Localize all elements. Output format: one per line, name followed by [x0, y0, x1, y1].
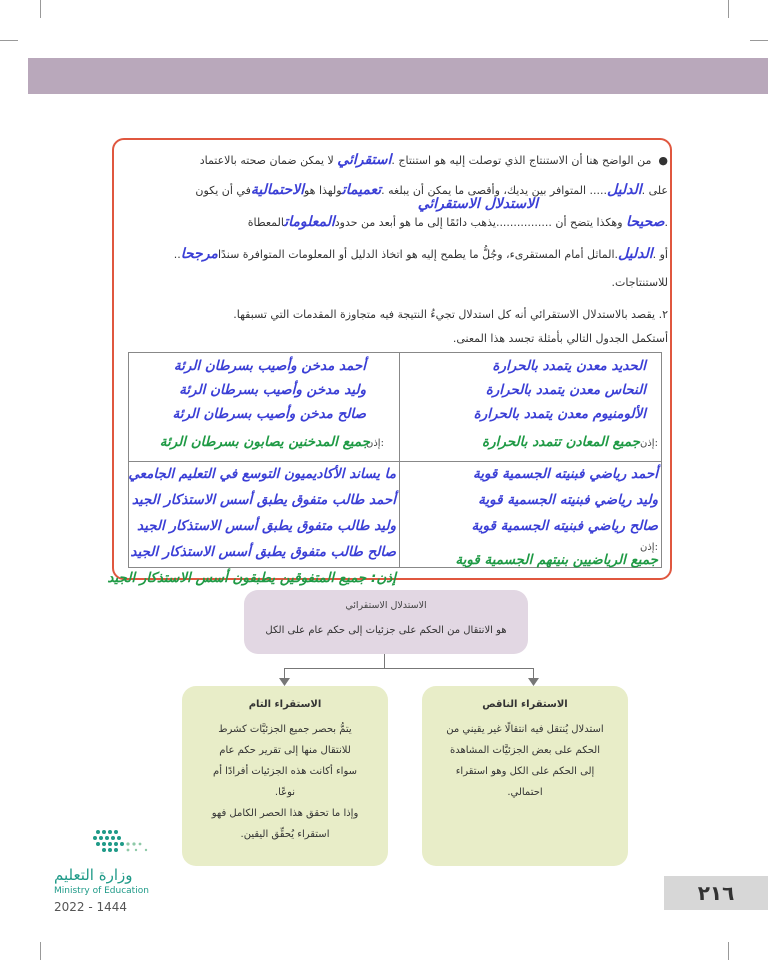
table-cell-line: وليد رياضي فبنيته الجسمية قوية [478, 492, 658, 508]
bullet-icon: ● [654, 154, 668, 167]
card-line: الحكم على بعض الجزئيَّات المشاهدة [449, 745, 601, 756]
ministry-logo-icon [90, 826, 160, 862]
ministry-name-en: Ministry of Education [54, 886, 149, 896]
para2-line1 [233, 308, 668, 321]
crop-mark [728, 0, 729, 18]
text: ..... المتوافر بين يديك، وأقصى ما يمكن أن يبلغه . [381, 184, 608, 197]
table-conclusion: إذن: جميع المتفوقين يطبقون أسس الاستذكار الجيد [107, 570, 396, 586]
therefore-label: إذن: [640, 438, 658, 449]
answer-handwritten: استقرائي [337, 152, 392, 168]
card-line: استدلال يُنتقل فيه انتقالًا غير يقيني من [446, 724, 604, 735]
arrow-down-icon [528, 678, 539, 686]
text: أستكمل الجدول التالي بأمثلة تجسد هذا المعنى. [452, 332, 668, 345]
card-line: استقراء يُحقِّق اليقين. [240, 829, 330, 840]
crop-mark [728, 942, 729, 960]
definition-title: الاستدلال الاستقرائي [345, 600, 427, 611]
answer-handwritten: الاحتمالية [250, 182, 304, 198]
para1-line1 [200, 152, 668, 168]
card-line: وإذا ما تحقق هذا الحصر الكامل فهو [211, 808, 359, 819]
text: وهكذا يتضح أن ................يذهب دائمًا إلى ما هو أبعد من حدود [334, 216, 627, 229]
text: ولهذا هو [303, 184, 342, 197]
table-cell-line: أحمد رياضي فبنيته الجسمية قوية [472, 466, 658, 482]
card-line: إلى الحكم على الكل وهو استقراء [455, 766, 595, 777]
table-cell-line: أحمد طالب متفوق يطبق أسس الاستذكار الجيد [131, 492, 396, 508]
text: أو . [652, 248, 668, 261]
definition-box [244, 590, 528, 654]
card-line: يتمُّ بحصر جميع الجزئيَّات كشرط [218, 724, 352, 735]
table-cell-line: ما يساند الأكاديميون التوسع في التعليم الجامعي [128, 466, 396, 482]
therefore-label: إذن: [640, 542, 658, 553]
answer-handwritten: مرجحا [180, 246, 218, 262]
table-cell-line: صالح رياضي فبنيته الجسمية قوية [471, 518, 658, 534]
text: في أن يكون [195, 184, 251, 197]
crop-mark [0, 40, 18, 41]
definition-body: هو الانتقال من الحكم على جزئيات إلى حكم عام على الكل [265, 625, 507, 636]
table-conclusion: جميع الرياضيين بنيتهم الجسمية قوية [455, 552, 658, 568]
complete-induction-card [182, 686, 388, 866]
table-cell-line: صالح مدخن وأصيب بسرطان الرئة [172, 406, 366, 422]
text: .. [173, 248, 181, 261]
table-cell-line: وليد طالب متفوق يطبق أسس الاستذكار الجيد [137, 518, 396, 534]
table-cell-line: الحديد معدن يتمدد بالحرارة [492, 358, 646, 374]
table-cell-line: النحاس معدن يتمدد بالحرارة [485, 382, 646, 398]
card-line: نوعًا. [274, 787, 296, 798]
table-divider [129, 461, 661, 462]
para1-line5 [612, 276, 668, 289]
answer-handwritten: صحيحا [626, 214, 665, 230]
text: .الماثل أمام المستقرىء، وجُلُّ ما يطمح إليه هو اتخاذ الدليل أو المعلومات المتوافرة سندًا [217, 248, 619, 261]
card-line: سواء أكانت هذه الجزئيات أفرادًا أم [213, 766, 357, 777]
para1-line2-above [418, 196, 538, 212]
table-cell-line: وليد مدخن وأصيب بسرطان الرئة [179, 382, 366, 398]
card-line: للانتقال منها إلى تقرير حكم عام [219, 745, 351, 756]
card-title: الاستقراء الناقص [482, 699, 568, 710]
text: ٢. يقصد بالاستدلال الاستقرائي أنه كل استدلال تجيءُ النتيجة فيه متجاوزة المقدمات التي تسبقها. [233, 308, 668, 321]
answer-handwritten: المعلومات [284, 214, 335, 230]
crop-mark [40, 942, 41, 960]
table-divider [399, 353, 400, 567]
crop-mark [40, 0, 41, 18]
answer-handwritten: تعميمات [341, 182, 382, 198]
connector-line [384, 654, 385, 668]
card-title: الاستقراء التام [248, 699, 322, 710]
crop-mark [750, 40, 768, 41]
header-band [28, 58, 768, 94]
table-conclusion: جميع المدخنين يصابون بسرطان الرئة [159, 434, 370, 450]
para2-line2 [453, 332, 668, 345]
page-number: ٢١٦ [664, 876, 768, 910]
table-conclusion: جميع المعادن تتمدد بالحرارة [482, 434, 640, 450]
answer-handwritten: الدليل [607, 182, 642, 198]
answer-handwritten: الاستدلال الاستقرائي [417, 196, 538, 212]
text: المعطاة [247, 216, 285, 229]
card-line: احتمالي. [507, 787, 543, 798]
incomplete-induction-card [422, 686, 628, 866]
text: . [664, 216, 668, 229]
edition-year: 2022 - 1444 [54, 900, 128, 914]
table-cell-line: أحمد مدخن وأصيب بسرطان الرئة [173, 358, 366, 374]
answer-handwritten: الدليل [618, 246, 653, 262]
therefore-label: إذن: [366, 438, 384, 449]
arrow-down-icon [279, 678, 290, 686]
ministry-name-ar: وزارة التعليم [54, 866, 133, 884]
connector-line [284, 668, 534, 669]
text: لا يمكن ضمان صحته بالاعتماد [199, 154, 338, 167]
para1-line4 [174, 246, 668, 262]
table-cell-line: صالح طالب متفوق يطبق أسس الاستذكار الجيد [130, 544, 396, 560]
text: للاستنتاجات. [611, 276, 668, 289]
para1-line3 [248, 214, 668, 230]
text: من الواضح هنا أن الاستنتاج الذي توصلت إليه هو استنتاج . [391, 154, 652, 167]
table-cell-line: الألومنيوم معدن يتمدد بالحرارة [473, 406, 646, 422]
text: على . [641, 184, 668, 197]
